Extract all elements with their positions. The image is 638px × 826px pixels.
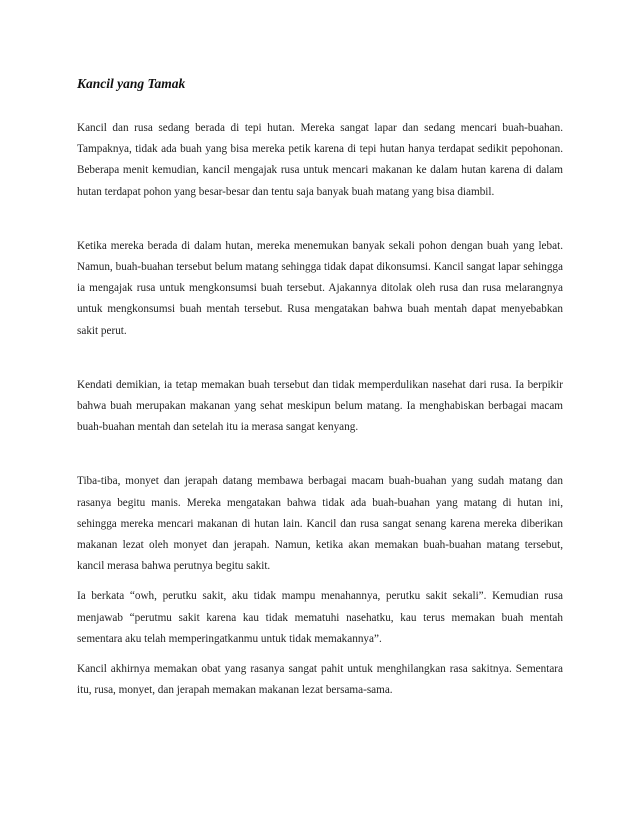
paragraph-4: Tiba-tiba, monyet dan jerapah datang membawa berbagai macam buah-buahan yang sudah matang dan rasanya begitu manis. Mereka mengatakan bahwa tidak ada buah-buahan yang matang di hutan ini, sehingga mereka mencari makanan di hutan lain. Kancil dan rusa sangat senang karena mereka diberikan makanan lezat oleh monyet dan jerapah. Namun, ketika akan memakan buah-buahan matang tersebut, kancil merasa bahwa perutnya begitu sakit. bbox=[77, 475, 563, 573]
paragraph-1: Kancil dan rusa sedang berada di tepi hutan. Mereka sangat lapar dan sedang mencari buah-buahan. Tampaknya, tidak ada buah yang bisa mereka petik karena di tepi hutan hanya terdapat sedikit pepohonan. Beberapa menit kemudian, kancil mengajak rusa untuk mencari makanan ke dalam hutan karena di dalam hutan terdapat pohon yang besar-besar dan tentu saja banyak buah matang yang bisa diambil. bbox=[77, 122, 563, 198]
paragraph-5: Ia berkata “owh, perutku sakit, aku tidak mampu menahannya, perutku sakit sekali”. Kemudian rusa menjawab “perutmu sakit karena kau tidak mematuhi nasehatku, kau terus memakan buah mentah sementara aku telah memperingatkanmu untuk tidak memakannya”. bbox=[77, 590, 563, 645]
paragraph-6: Kancil akhirnya memakan obat yang rasanya sangat pahit untuk menghilangkan rasa sakitnya. Sementara itu, rusa, monyet, dan jerapah memakan makanan lezat bersama-sama. bbox=[77, 663, 563, 697]
paragraph-2: Ketika mereka berada di dalam hutan, mereka menemukan banyak sekali pohon dengan buah yang lebat. Namun, buah-buahan tersebut belum matang sehingga tidak dapat dikonsumsi. Kancil sangat lapar sehingga ia mengajak rusa untuk mengkonsumsi buah tersebut. Ajakannya ditolak oleh rusa dan rusa melarangnya untuk mengkonsumsi buah mentah tersebut. Rusa mengatakan bahwa buah mentah dapat menyebabkan sakit perut. bbox=[77, 239, 563, 337]
document-page bbox=[77, 75, 563, 701]
document-title: Kancil yang Tamak bbox=[77, 76, 186, 91]
paragraph-3: Kendati demikian, ia tetap memakan buah tersebut dan tidak memperdulikan nasehat dari rusa. Ia berpikir bahwa buah merupakan makanan yang sehat meskipun belum matang. Ia menghabiskan berbagai macam buah-buahan mentah dan setelah itu ia merasa sangat kenyang. bbox=[77, 378, 563, 434]
